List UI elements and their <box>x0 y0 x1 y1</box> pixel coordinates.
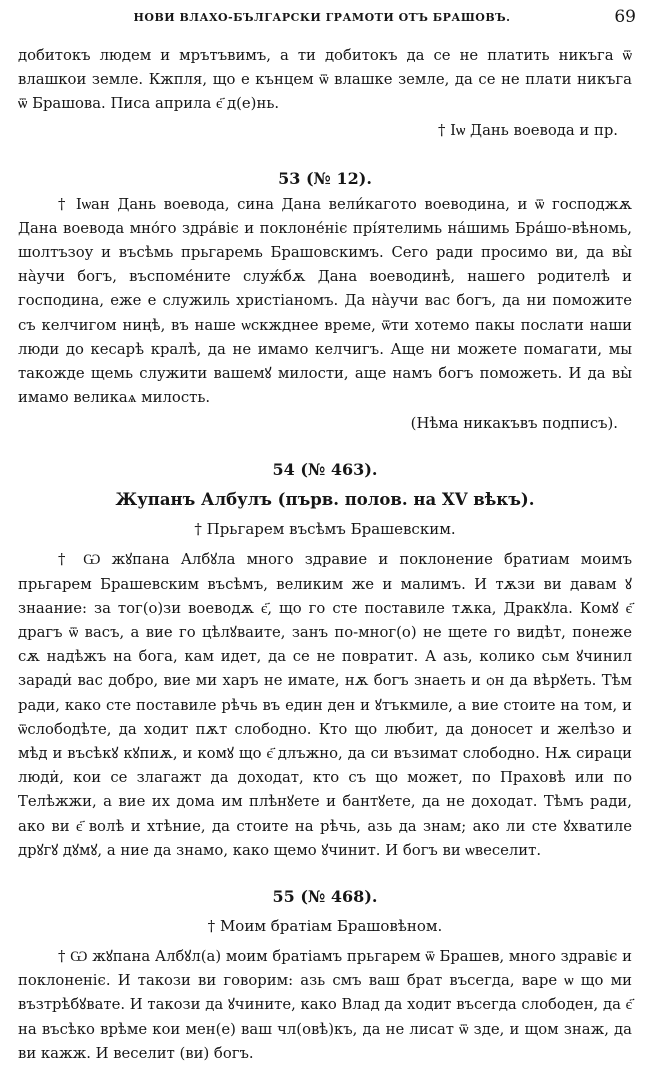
document-body: † Іѡан Дань воевода, сина Дана вели́кагото воеводина, и ѿ господжѫ Дана воевода мно́го здра́віє и поклоне́ніє прі́ятелимь на́шимь Бра́шо-вѣномь, шолтъзоу и въсѣмь прьгаремь Брашовскимъ. Сего ради просимо ви, да вы̀ на̀учи богъ, въспоме́ните служ́бѫ Дана воеводинѣ, нашего родителѣ и господина, еже е служиль христіаномъ. Да на̀учи вас богъ, да ни поможите съ келчигом ниңѣ, въ наше ѡскжднее време, ѿти хотемо пакы послати наши люди до кесарѣ кралѣ, да не имамо келчигъ. Аще ни можете помагати, мы такожде щемь служити вашемꙋ милости, аще намъ богъ поможеть. И да вы̀ имамо великаѧ милость. <box>18 195 632 407</box>
document-number: 54 (№ 463). <box>272 460 378 480</box>
document-number: 53 (№ 12). <box>278 168 372 188</box>
continuation-signature: † Іѡ Дань воевода и пр. <box>438 121 618 139</box>
document-body: † Ѡ жꙋпана Албꙋла много здравие и поклонение братиам моимъ прьгарем Брашевским въсѣмъ, великим же и малимъ. И тѫзи ви давам ꙋ знаание: за тог(о)зи воеводѫ є҃, що го сте поставиле тѫка, Дракꙋла. Комꙋ є҃ драгъ ѿ васъ, а вие го цѣлꙋваите, занъ по-мног(о) не щете го видѣт, понеже сѫ надѣжъ на бога, кам идет, да се не повратит. А азь, колико сьм ꙋчинил заради̇ вас добро, вие ми харъ не имате, нѫ богъ знаеть и ѻн да вѣрꙋеть. Тѣм ради, како сте поставиле рѣчь въ един ден и ꙋтъкмиле, а вие стоите на том, и ѿслободѣте, да ходит пѫт слободно. Кто що любит, да доносет и желѣзо и мѣд и въсѣкꙋ кꙋпиѫ, и комꙋ що є҃ длъжно, да си възимат слободно. Нѫ сираци люди̇, кои се злагажт да доходат, кто съ що может, по Праховѣ или по Телѣжжи, а вие их дома им плѣнꙋете и бантꙋете, да не доходат. Тѣмъ ради, ако ви є҃ волѣ и хтѣние, да стоите на рѣчь, азь да знам; ако ли сте ꙋхватиле дрꙋгꙋ дꙋмꙋ, а ние да знамо, како щемо ꙋчинит. И богъ ви ѡвеселит. <box>18 551 632 859</box>
document-address: † Моим братіам Брашовѣном. <box>207 917 443 936</box>
document-signature-note: (Нѣма никакъвъ подписъ). <box>410 415 618 433</box>
running-title: НОВИ ВЛАХО-БЪЛГАРСКИ ГРАМОТИ ОТЪ БРАШОВЪ. <box>133 10 511 24</box>
document-number: 55 (№ 468). <box>272 887 378 907</box>
continuation-text: добитокъ людем и мрътъвимъ, а ти добитокъ да се не платить никъга ѿ влашкои земле. Кжпля, що е кънцем ѿ влашке земле, да се не плати никъга ѿ Брашова. Писа априла є҃ д(е)нь. <box>18 47 632 113</box>
document-title: Жупанъ Албулъ (първ. полов. на XV вѣкъ). <box>115 490 535 510</box>
running-header <box>14 4 636 30</box>
document-address: † Прьгарем въсѣмъ Брашевским. <box>194 520 456 539</box>
page-number: 69 <box>614 7 636 27</box>
document-body: † Ѡ жꙋпана Албꙋл(а) моим братіамъ прьгарем ѿ Брашев, много здравіє и поклоненіє. И такози ви говорим: азь смъ ваш брат въсегда, варе ѡ що ми възтрѣбꙋвате. И такози да ꙋчините, како Влад да ходит въсегда слободен, да є҃ на въсѣко врѣме кои мен(е) ваш чл(овѣ)къ, да не лисат ѿ зде, и щом знаж, да ви кажж. И веселит (ви) богъ. <box>18 948 632 1062</box>
page-content <box>18 44 632 1066</box>
